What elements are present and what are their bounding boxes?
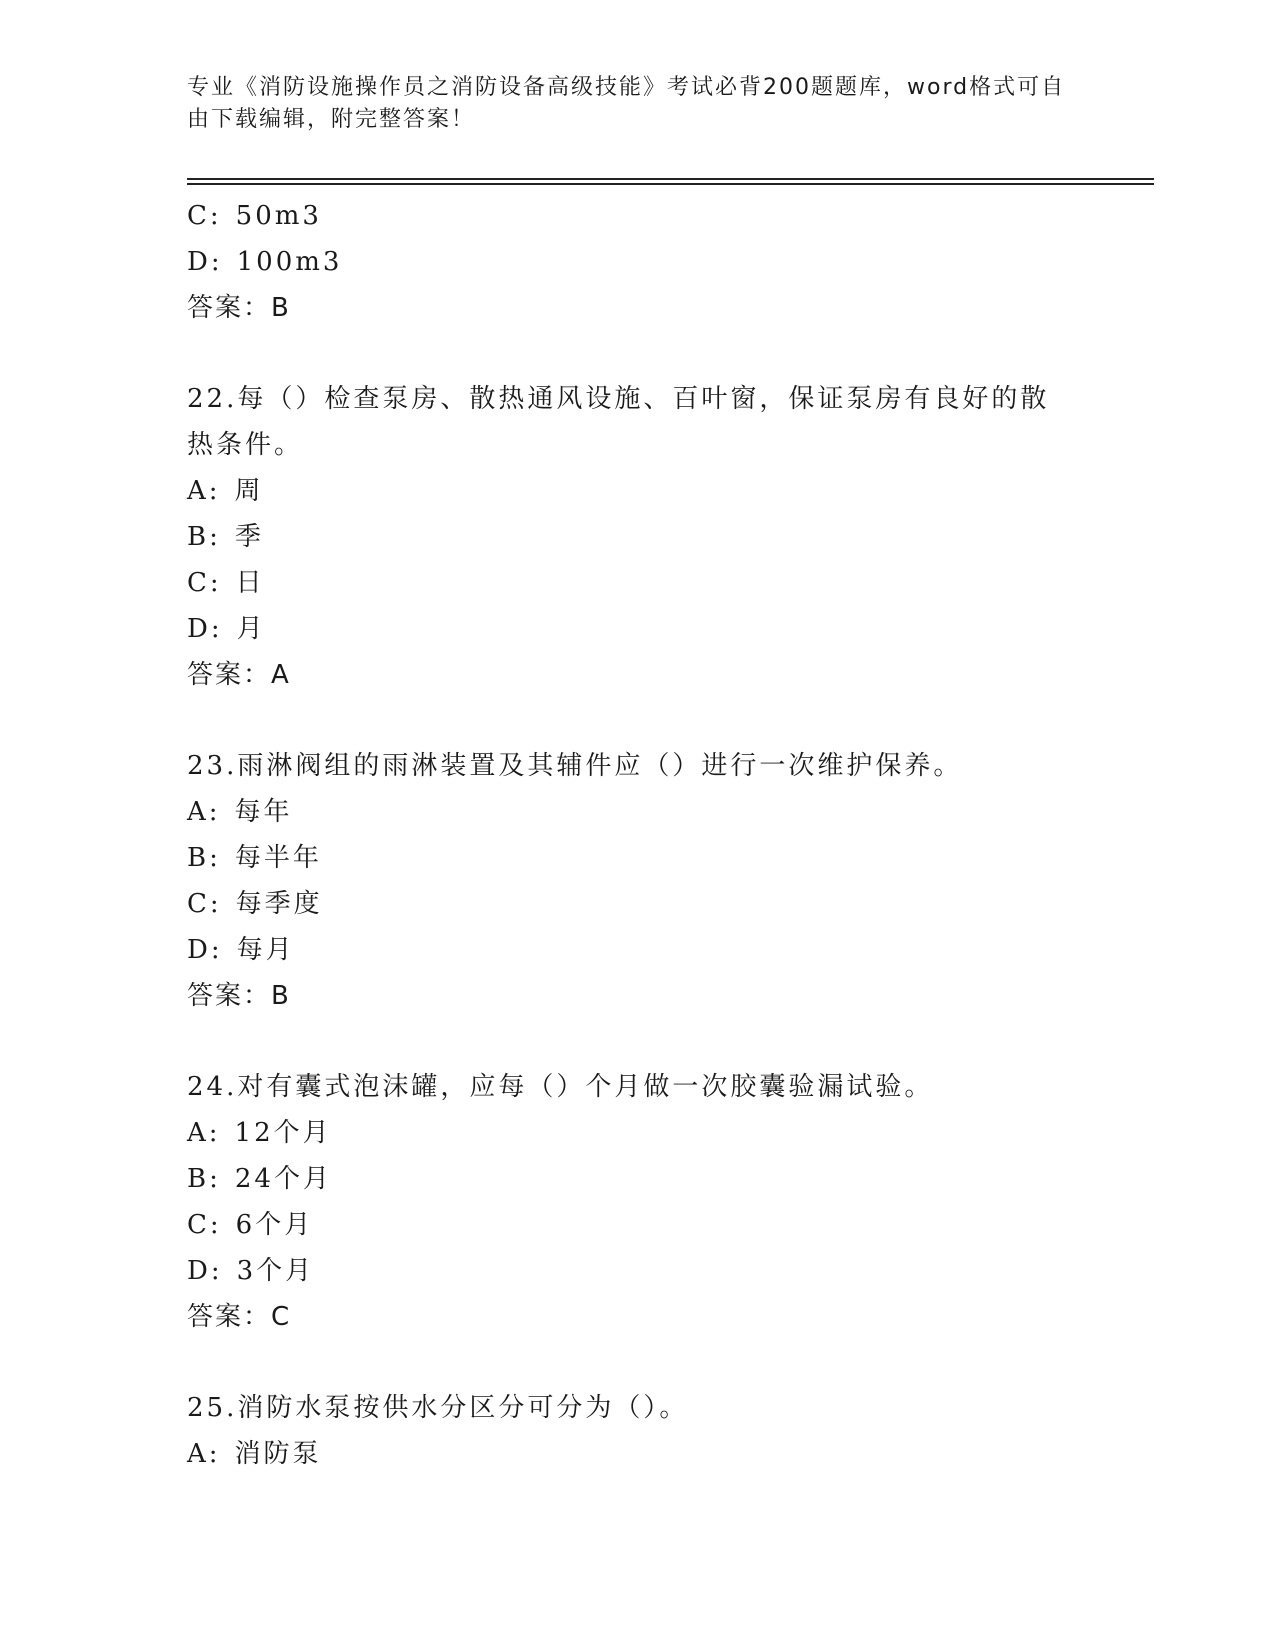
option-b: [187, 514, 1087, 560]
header-divider-top: [187, 178, 1154, 180]
header-divider-bottom: [187, 183, 1154, 185]
option-text: 每月: [236, 935, 295, 965]
question-21-tail: [187, 193, 1087, 331]
option-text: 12个月: [234, 1118, 332, 1148]
option-text: 周: [234, 476, 264, 506]
option-d: [187, 927, 1087, 973]
answer-line: 答案：B: [187, 293, 291, 323]
option-text: 季: [234, 522, 264, 552]
option-a: [187, 1110, 1087, 1156]
option-a: [187, 1431, 1087, 1477]
option-label: D:: [187, 1256, 223, 1286]
option-label: C:: [187, 568, 222, 598]
option-c: [187, 881, 1087, 927]
option-text: 50m3: [235, 201, 322, 231]
option-b: [187, 1156, 1087, 1202]
option-text: 月: [236, 614, 266, 644]
option-text: 每年: [234, 797, 293, 827]
answer-line: 答案：B: [187, 981, 291, 1011]
option-d: [187, 606, 1087, 652]
option-a: [187, 468, 1087, 514]
option-text: 日: [235, 568, 265, 598]
document-title: 专业《消防设施操作员之消防设备高级技能》考试必背200题题库，word格式可自由下载编辑，附完整答案！: [187, 75, 1066, 132]
option-label: A:: [187, 1118, 221, 1148]
option-text: 100m3: [236, 247, 343, 277]
option-label: B:: [187, 522, 221, 552]
question-stem: 22.每（）检查泵房、散热通风设施、百叶窗，保证泵房有良好的散热条件。: [187, 384, 1050, 460]
question-25: [187, 1385, 1087, 1477]
option-text: 消防泵: [234, 1439, 322, 1469]
document-header: [187, 72, 1067, 136]
answer-line: 答案：A: [187, 660, 291, 690]
option-d: [187, 1248, 1087, 1294]
option-c: [187, 560, 1087, 606]
question-stem: 23.雨淋阀组的雨淋装置及其辅件应（）进行一次维护保养。: [187, 751, 963, 781]
option-label: B:: [187, 1164, 221, 1194]
option-text: 每半年: [234, 843, 322, 873]
option-label: C:: [187, 201, 222, 231]
question-23: [187, 743, 1087, 1019]
option-label: A:: [187, 1439, 221, 1469]
option-label: A:: [187, 797, 221, 827]
option-c: [187, 193, 1087, 239]
option-label: C:: [187, 1210, 222, 1240]
option-text: 每季度: [235, 889, 323, 919]
option-label: B:: [187, 843, 221, 873]
option-label: D:: [187, 247, 223, 277]
option-text: 24个月: [234, 1164, 332, 1194]
option-label: D:: [187, 935, 223, 965]
option-text: 6个月: [235, 1210, 314, 1240]
question-list: [187, 193, 1087, 1477]
question-stem: 24.对有囊式泡沫罐，应每（）个月做一次胶囊验漏试验。: [187, 1072, 934, 1102]
option-c: [187, 1202, 1087, 1248]
question-24: [187, 1064, 1087, 1340]
option-a: [187, 789, 1087, 835]
answer-line: 答案：C: [187, 1302, 292, 1332]
question-22: [187, 376, 1087, 698]
option-label: C:: [187, 889, 222, 919]
option-text: 3个月: [236, 1256, 315, 1286]
option-d: [187, 239, 1087, 285]
option-b: [187, 835, 1087, 881]
question-stem: 25.消防水泵按供水分区分可分为（）。: [187, 1393, 689, 1423]
option-label: A:: [187, 476, 221, 506]
option-label: D:: [187, 614, 223, 644]
